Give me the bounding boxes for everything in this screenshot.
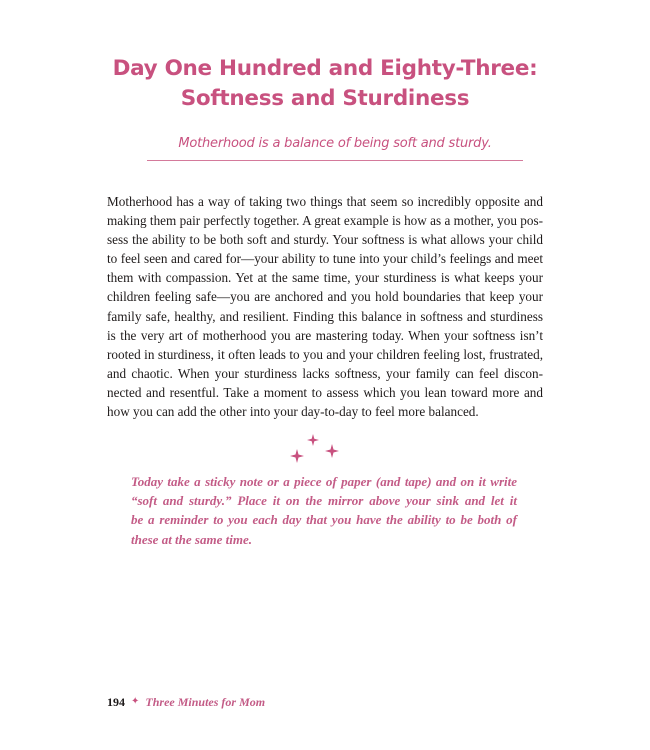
- tip-line: be a reminder to you each day that you have the ability to be both of: [131, 512, 517, 528]
- body-line: how you can add the other into your day-to-day to feel more balanced.: [107, 404, 479, 420]
- subtitle: Motherhood is a balance of being soft and sturdy.: [178, 136, 492, 151]
- page-footer: [107, 694, 265, 710]
- body-line: them with compassion. Yet at the same time, your sturdiness is what keeps your: [107, 270, 543, 286]
- body-line: sess the ability to be both soft and sturdy. Your softness is what allows your child: [107, 232, 543, 248]
- sparkles-icon: [285, 432, 345, 466]
- body-line: to feel seen and cared for—your ability to tune into your child’s feelings and meet: [107, 251, 543, 267]
- body-line: making them pair perfectly together. A great example is how as a mother, you pos-: [107, 213, 543, 229]
- body-line: nected and resentful. Take a moment to assess which you lean toward more and: [107, 384, 543, 400]
- divider: [147, 160, 523, 161]
- star-icon: ✦: [131, 696, 140, 707]
- tip-line: these at the same time.: [131, 531, 252, 547]
- body-line: Motherhood has a way of taking two things that seem so incredibly opposite and: [107, 194, 543, 209]
- body-line: rooted in sturdiness, it often leads to you and your children feeling lost, frustrated,: [107, 346, 543, 362]
- body-line: and chaotic. When your sturdiness lacks softness, your family can feel discon-: [107, 365, 543, 381]
- body-line: children feeling safe—you are anchored and you hold boundaries that keep your: [107, 289, 543, 305]
- book-title: Three Minutes for Mom: [145, 695, 266, 709]
- body-paragraph: [107, 192, 543, 421]
- page-number: 194: [107, 695, 125, 709]
- tip-line: Today take a sticky note or a piece of paper (and tape) and on it write: [131, 474, 517, 489]
- title-line-1: Day One Hundred and Eighty-Three:: [112, 56, 538, 81]
- tip-line: “soft and sturdy.” Place it on the mirror above your sink and let it: [131, 493, 517, 509]
- daily-tip: [131, 472, 517, 549]
- body-line: is the very art of motherhood you are mastering today. When your softness isn’t: [107, 327, 543, 343]
- page-title: [0, 54, 650, 114]
- title-line-2: Softness and Sturdiness: [180, 86, 470, 111]
- body-line: family safe, healthy, and resilient. Finding this balance in softness and sturdiness: [107, 308, 543, 324]
